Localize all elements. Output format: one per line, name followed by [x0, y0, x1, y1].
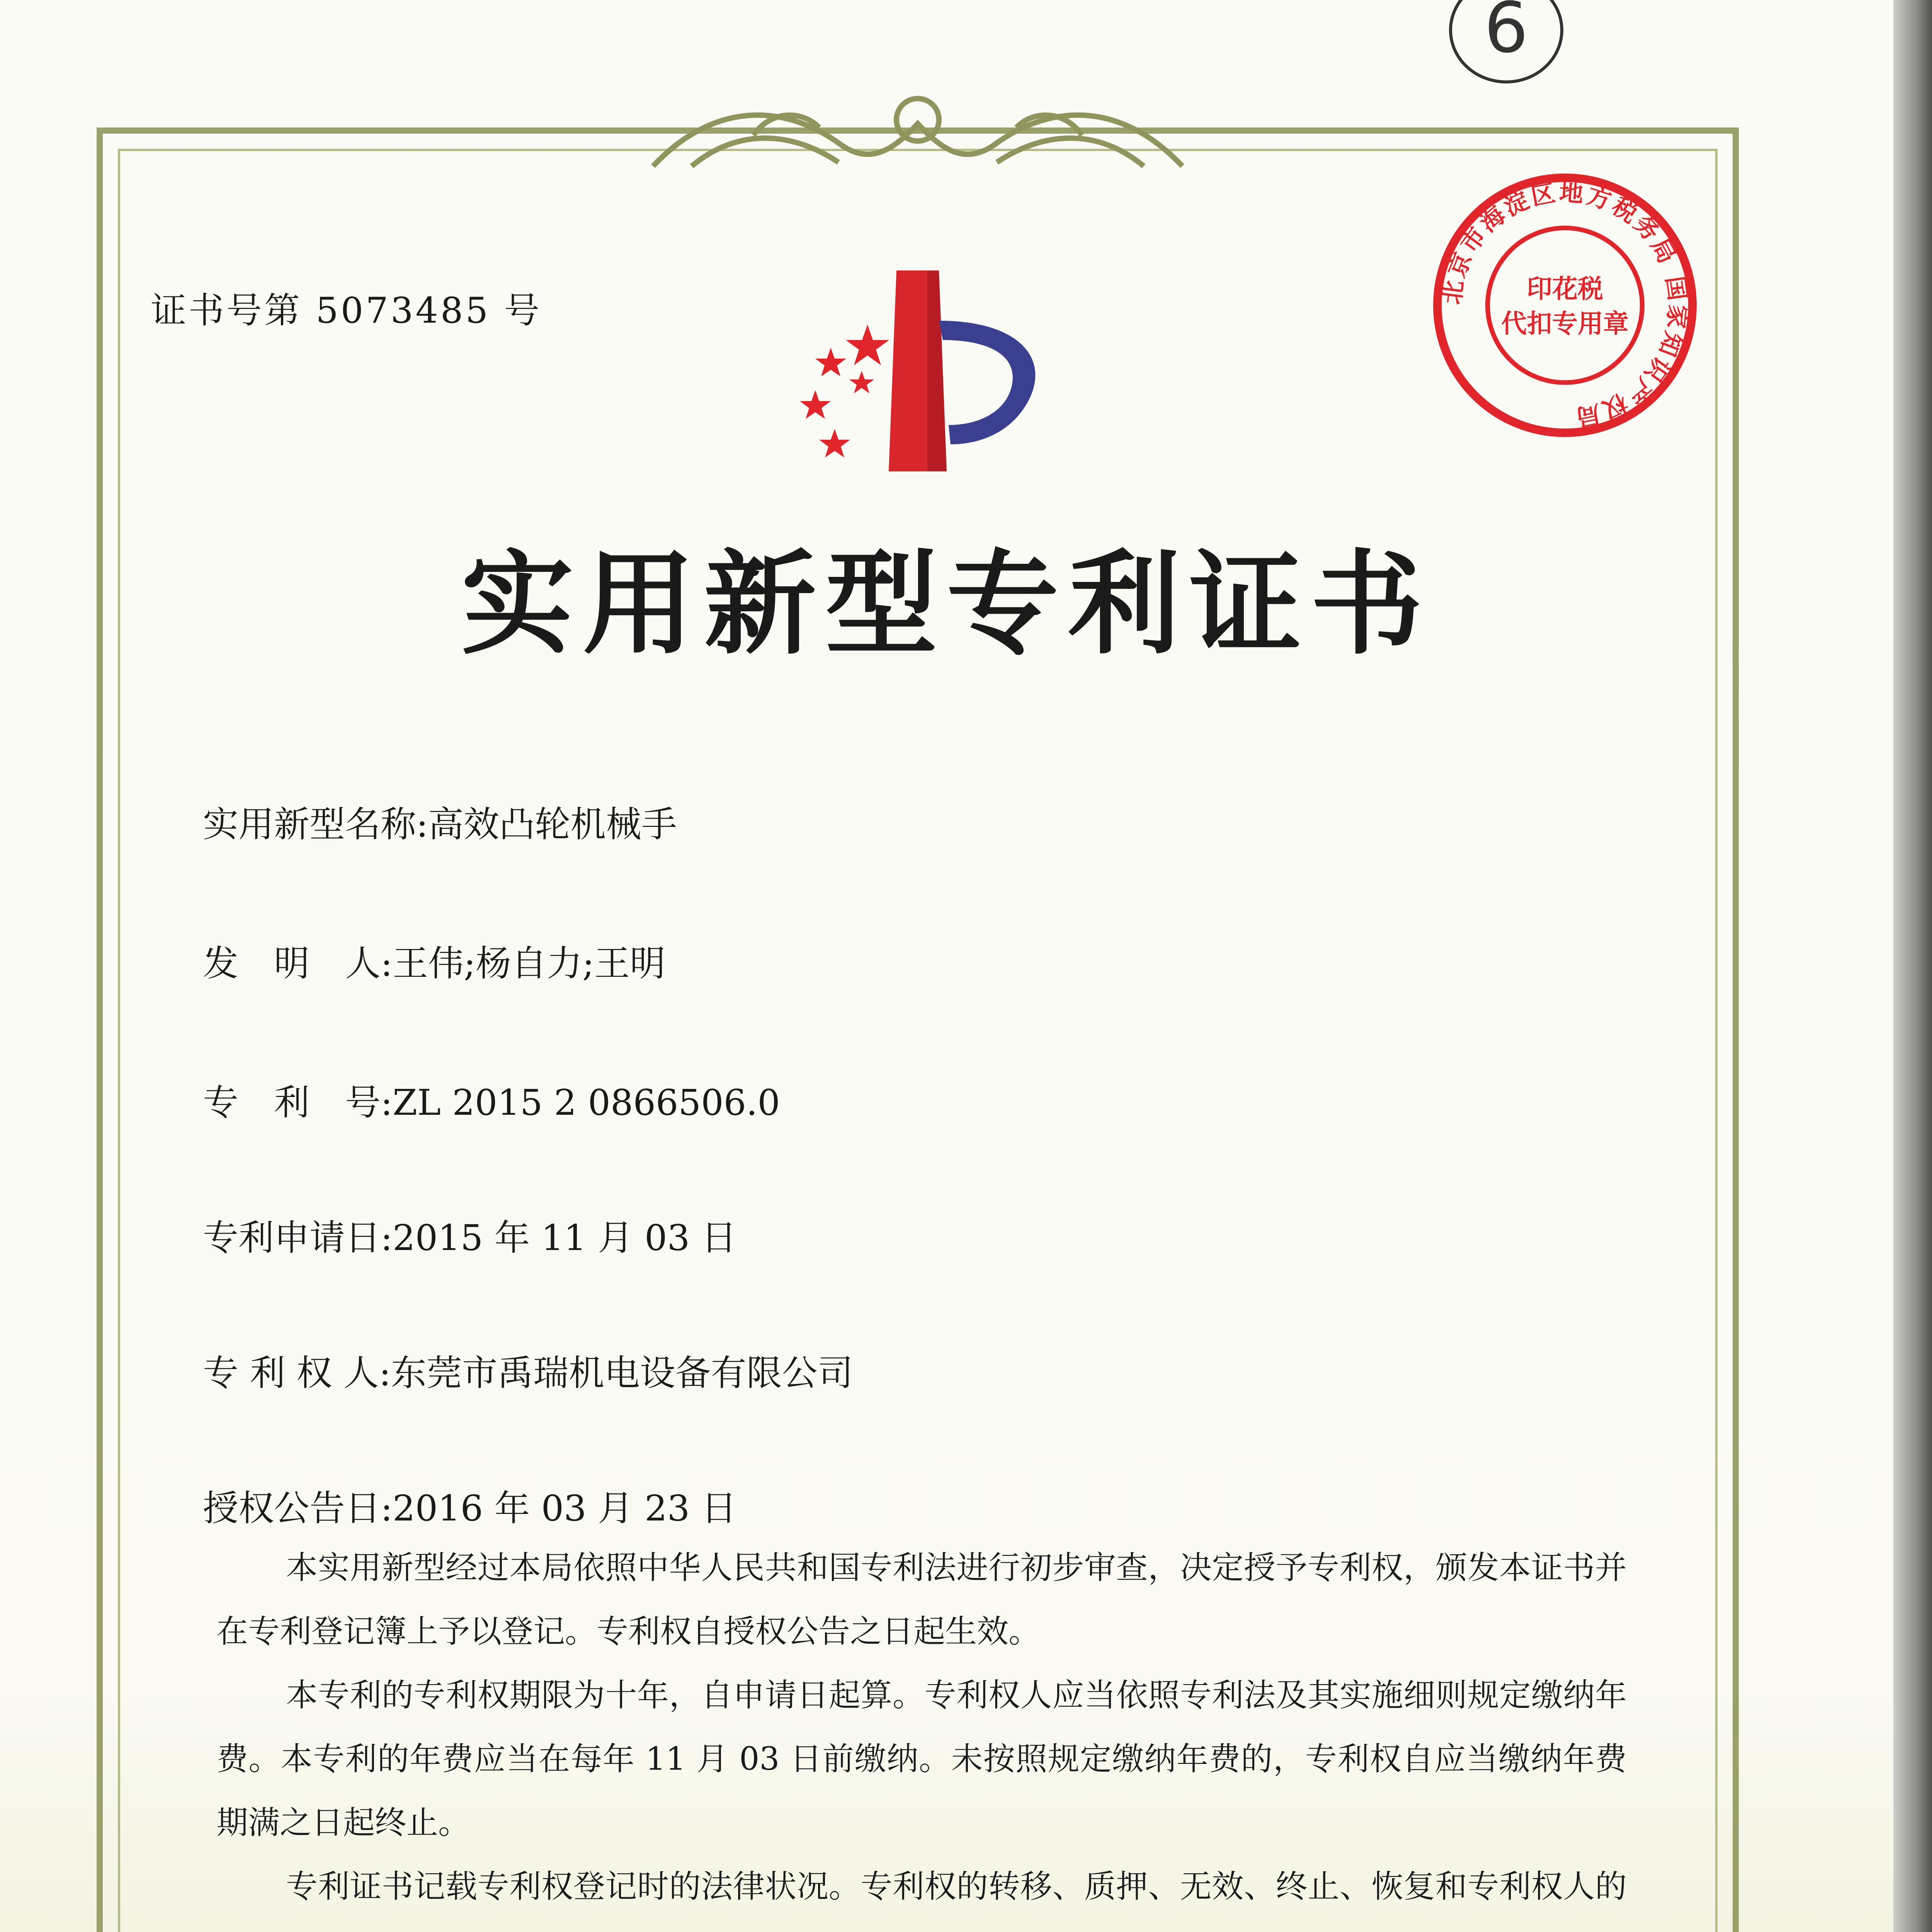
field-label: 专利申请日: — [203, 1217, 393, 1259]
scan-edge-shadow — [1893, 0, 1932, 1932]
legal-paragraph: 本实用新型经过本局依照中华人民共和国专利法进行初步审查，决定授予专利权，颁发本证书并在专利登记簿上予以登记。专利权自授权公告之日起生效。 — [216, 1549, 1627, 1650]
field-value: 2015 年 11 月 03 日 — [393, 1217, 737, 1259]
legal-paragraph: 本专利的专利权期限为十年，自申请日起算。专利权人应当依照专利法及其实施细则规定缴纳年费。本专利的年费应当在每年 11 月 03 日前缴纳。未按照规定缴纳年费的，专利权自应当缴纳年费期满之日起终止。 — [216, 1677, 1627, 1841]
field-value: 高效凸轮机械手 — [428, 804, 677, 845]
top-ornament — [638, 77, 1198, 185]
field-value: 东莞市禹瑞机电设备有限公司 — [391, 1352, 853, 1394]
field-value: ZL 2015 2 0866506.0 — [393, 1082, 780, 1123]
field-label: 实用新型名称: — [203, 804, 428, 845]
certificate-number-label: 证书号第 — [151, 290, 303, 331]
tax-stamp-line1: 印花税 — [1527, 274, 1603, 304]
field-patent-number — [203, 1074, 780, 1125]
field-label: 授权公告日: — [203, 1488, 393, 1529]
tax-stamp-ring-text: 北京市海淀区地方税务局 国家知识产权局 — [1437, 178, 1692, 432]
field-utility-model-name — [203, 796, 677, 847]
tax-stamp-line2: 代扣专用章 — [1501, 308, 1629, 338]
legal-paragraph: 专利证书记载专利权登记时的法律状况。专利权的转移、质押、无效、终止、恢复和专利权人的 — [286, 1868, 1627, 1905]
field-label: 发 明 人: — [203, 943, 393, 984]
certificate-number-suffix: 号 — [504, 290, 542, 331]
field-inventors — [203, 935, 665, 986]
handwritten-page-mark: 6 — [1449, 0, 1563, 83]
field-grant-date — [203, 1480, 737, 1531]
field-value: 2016 年 03 月 23 日 — [393, 1488, 737, 1529]
legal-notice — [216, 1536, 1627, 1932]
field-patentee — [203, 1345, 853, 1396]
field-value: 王伟;杨自力;王明 — [393, 943, 665, 984]
field-application-date — [203, 1209, 737, 1260]
field-label: 专 利 权 人: — [203, 1352, 391, 1394]
certificate-title: 实用新型专利证书 — [461, 538, 1432, 670]
field-label: 专 利 号: — [203, 1082, 393, 1123]
tax-stamp — [1430, 170, 1700, 440]
sipo-logo — [773, 263, 1082, 479]
certificate-number — [151, 282, 542, 333]
certificate-number-value: 5073485 — [316, 290, 490, 331]
